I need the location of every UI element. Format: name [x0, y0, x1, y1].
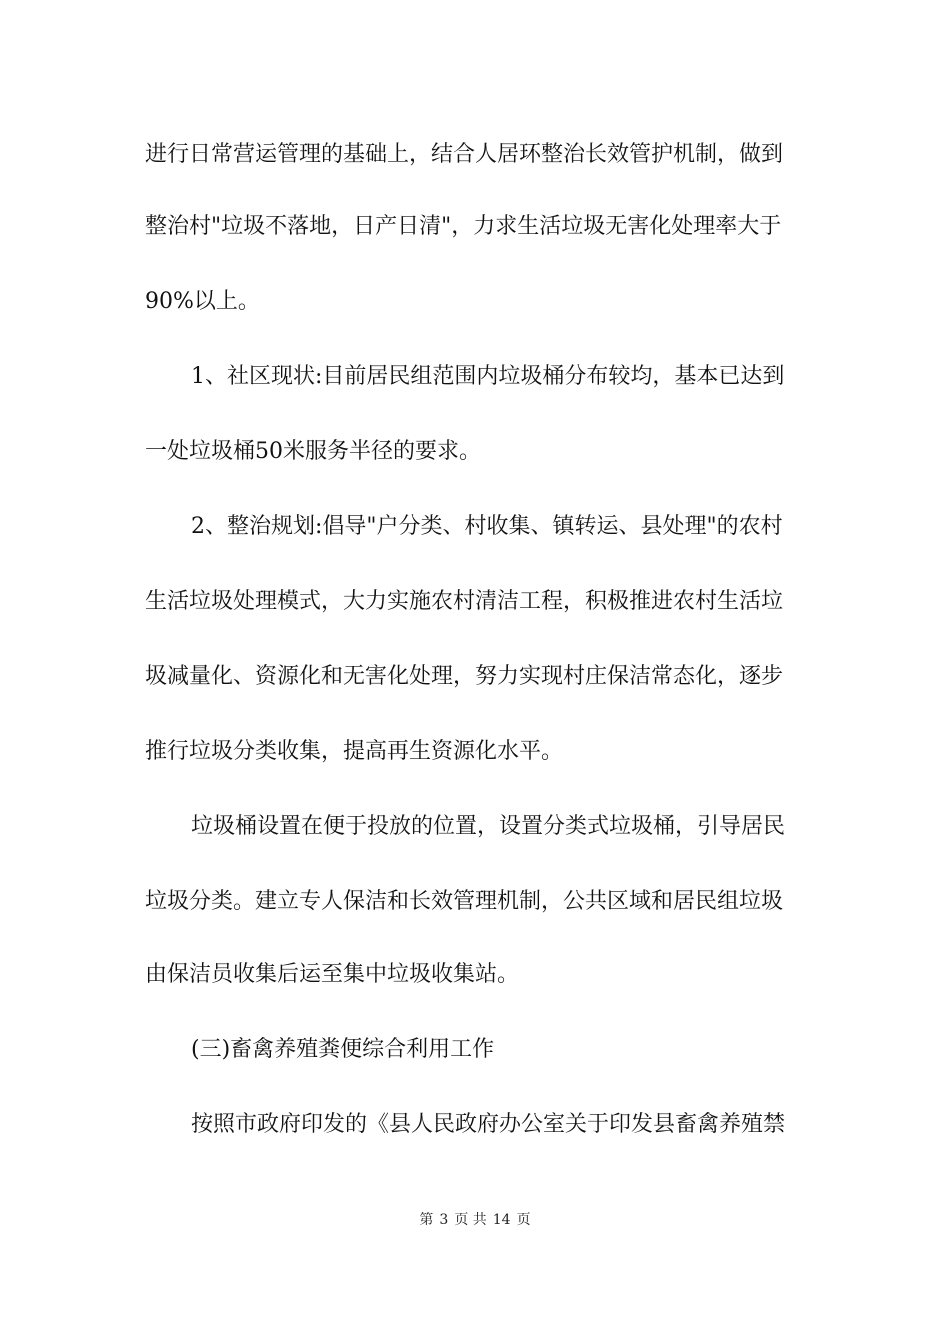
footer-middle: 页 共 — [454, 1212, 487, 1228]
text-line-3: 90%以上。 — [145, 289, 260, 314]
text-line-12: 由保洁员收集后运至集中垃圾收集站。 — [145, 962, 520, 987]
page-footer — [0, 1210, 950, 1230]
text-line-5: 一处垃圾桶50米服务半径的要求。 — [145, 439, 481, 464]
text-line-11: 垃圾分类。建立专人保洁和长效管理机制，公共区域和居民组垃圾 — [145, 889, 784, 914]
text-line-7: 生活垃圾处理模式，大力实施农村清洁工程，积极推进农村生活垃 — [145, 589, 784, 614]
footer-prefix: 第 — [419, 1212, 434, 1228]
text-line-8: 圾减量化、资源化和无害化处理，努力实现村庄保洁常态化，逐步 — [145, 664, 784, 689]
footer-total-pages: 14 — [492, 1212, 511, 1228]
text-line-13: (三)畜禽养殖粪便综合利用工作 — [191, 1037, 495, 1062]
text-line-1: 进行日常营运管理的基础上，结合人居环整治长效管护机制，做到 — [145, 142, 784, 167]
text-line-2: 整治村"垃圾不落地，日产日清"，力求生活垃圾无害化处理率大于 — [145, 214, 782, 239]
text-line-6: 2、整治规划:倡导"户分类、村收集、镇转运、县处理"的农村 — [191, 514, 783, 539]
footer-suffix: 页 — [516, 1212, 531, 1228]
text-line-9: 推行垃圾分类收集，提高再生资源化水平。 — [145, 739, 564, 764]
text-line-10: 垃圾桶设置在便于投放的位置，设置分类式垃圾桶，引导居民 — [191, 814, 786, 839]
text-line-4: 1、社区现状:目前居民组范围内垃圾桶分布较均，基本已达到 — [191, 364, 785, 389]
footer-current-page: 3 — [439, 1212, 449, 1228]
text-line-14: 按照市政府印发的《县人民政府办公室关于印发县畜禽养殖禁 — [191, 1112, 786, 1137]
